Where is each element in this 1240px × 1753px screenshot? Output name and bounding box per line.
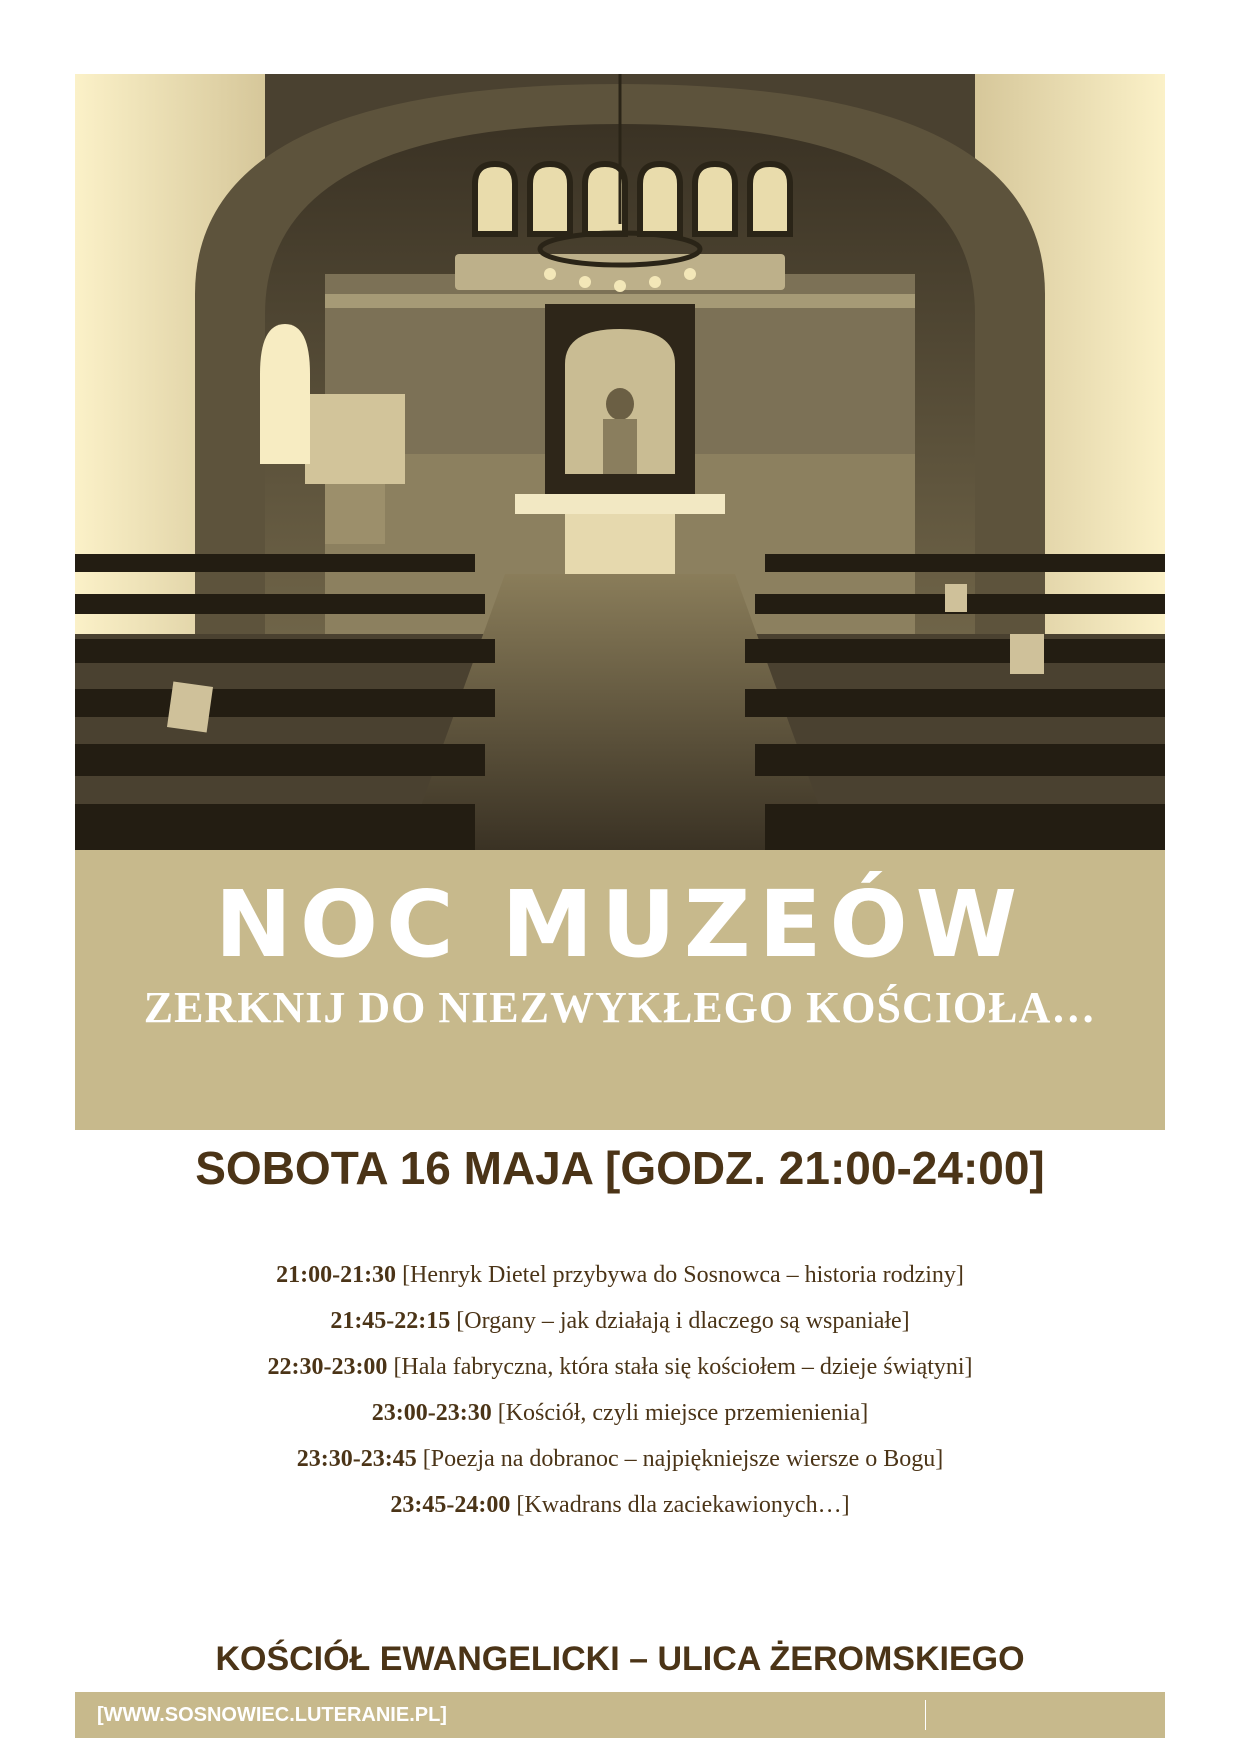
schedule-time: 23:45-24:00 <box>390 1492 511 1518</box>
schedule-description: [Kwadrans dla zaciekawionych…] <box>516 1492 850 1518</box>
schedule-item <box>0 1298 1240 1344</box>
schedule-time: 21:45-22:15 <box>330 1308 451 1334</box>
event-date: SOBOTA 16 MAJA [GODZ. 21:00-24:00] <box>195 1142 1045 1194</box>
poster-subtitle: ZERKNIJ DO NIEZWYKŁEGO KOŚCIOŁA… <box>143 983 1097 1032</box>
venue-address: KOŚCIÓŁ EWANGELICKI – ULICA ŻEROMSKIEGO <box>215 1640 1025 1678</box>
schedule-item <box>0 1390 1240 1436</box>
schedule-list <box>0 1252 1240 1528</box>
schedule-item <box>0 1344 1240 1390</box>
schedule-time: 23:30-23:45 <box>296 1446 417 1472</box>
schedule-time: 21:00-21:30 <box>276 1262 397 1288</box>
schedule-time: 22:30-23:00 <box>267 1354 388 1380</box>
poster-title: NOC MUZEÓW <box>214 871 1026 978</box>
footer-divider <box>925 1700 926 1730</box>
church-interior-illustration <box>75 74 1165 850</box>
schedule-item <box>0 1482 1240 1528</box>
schedule-item <box>0 1252 1240 1298</box>
title-band <box>75 850 1165 1130</box>
schedule-time: 23:00-23:30 <box>371 1400 492 1426</box>
schedule-description: [Poezja na dobranoc – najpiękniejsze wiersze o Bogu] <box>422 1446 944 1472</box>
schedule-description: [Hala fabryczna, która stała się kościołem – dzieje świątyni] <box>393 1354 973 1380</box>
website-link[interactable]: [WWW.SOSNOWIEC.LUTERANIE.PL] <box>97 1704 447 1726</box>
footer-bar <box>75 1692 1165 1738</box>
schedule-description: [Kościół, czyli miejsce przemienienia] <box>497 1400 869 1426</box>
schedule-description: [Organy – jak działają i dlaczego są wspaniałe] <box>456 1308 910 1334</box>
schedule-description: [Henryk Dietel przybywa do Sosnowca – historia rodziny] <box>402 1262 964 1288</box>
church-interior-photo <box>75 74 1165 850</box>
schedule-item <box>0 1436 1240 1482</box>
